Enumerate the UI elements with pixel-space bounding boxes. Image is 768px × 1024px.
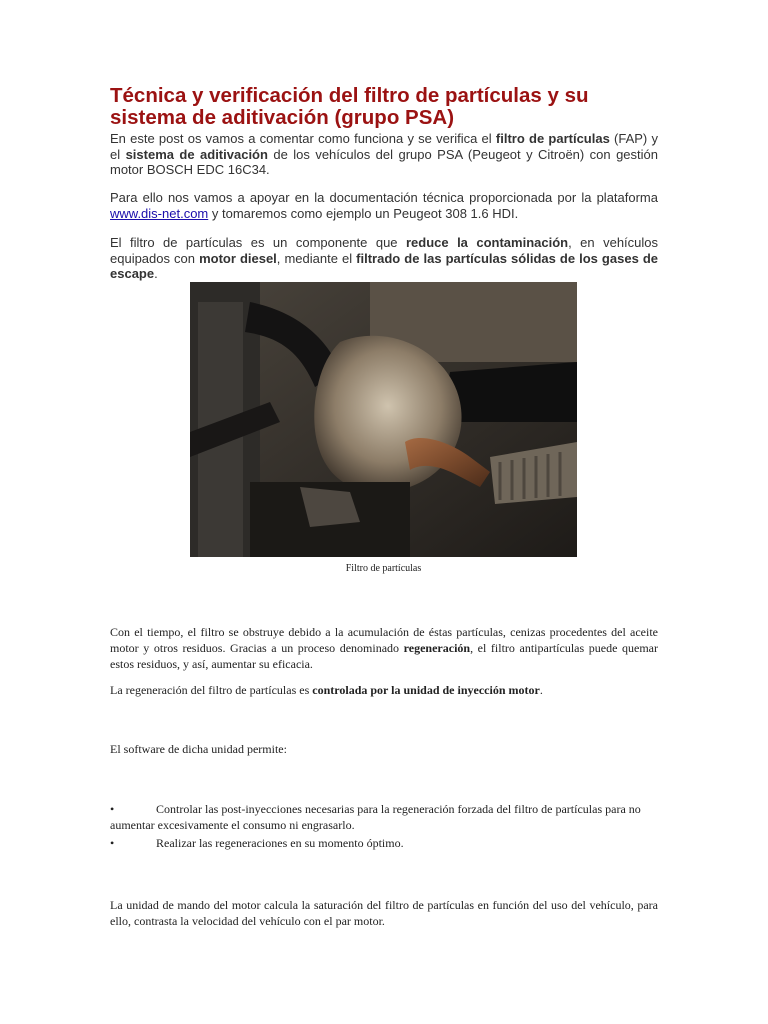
- dis-net-link[interactable]: www.dis-net.com: [110, 205, 209, 221]
- particle-filter-photo: [190, 282, 577, 557]
- list-item: [110, 801, 658, 833]
- intro-bold-1: filtro de partículas: [495, 131, 610, 146]
- clogging-paragraph: [110, 624, 658, 672]
- source-text-1: Para ello nos vamos a apoyar en la documentación técnica proporcionada por la plataforma: [110, 190, 658, 205]
- photo-caption: Filtro de partículas: [345, 563, 422, 574]
- definition-bold-2: motor diesel: [199, 250, 277, 266]
- definition-text-4: .: [154, 266, 158, 281]
- definition-paragraph: [110, 235, 658, 282]
- regeneration-text-1: La regeneración del filtro de partículas es: [110, 683, 313, 697]
- source-text-2: y tomaremos como ejemplo un Peugeot 308 1.6 HDI.: [208, 205, 519, 221]
- list-item-text: Controlar las post-inyecciones necesarias para la regeneración forzada del filtro de partículas para no aumentar excesivamente el consumo ni engrasarlo.: [110, 802, 641, 832]
- software-paragraph: El software de dicha unidad permite:: [110, 742, 287, 756]
- definition-bold-3: filtrado de las partículas sólidas de los gases de escape: [110, 250, 659, 281]
- bullet-marker: •: [110, 802, 115, 816]
- intro-text-3: de los vehículos del grupo PSA (Peugeot y Citroën) con gestión motor BOSCH EDC 16C34.: [110, 146, 658, 177]
- clogging-text-1: Con el tiempo, el filtro se obstruye debido a la acumulación de éstas partículas, cenizas procedentes del aceite motor y otros residuos. Gracias a un proceso denominado: [110, 625, 658, 655]
- definition-text-2: , en vehículos equipados con: [110, 235, 659, 266]
- saturation-paragraph: La unidad de mando del motor calcula la saturación del filtro de partículas en función del uso del vehículo, para ello, contrasta la velocidad del vehículo con el par motor.: [110, 898, 658, 928]
- source-paragraph: [110, 190, 658, 221]
- list-item-text: Realizar las regeneraciones en su momento óptimo.: [156, 836, 404, 850]
- definition-text-3: , mediante el: [276, 250, 357, 266]
- intro-paragraph: [110, 131, 658, 178]
- intro-text-2: (FAP) y el: [110, 131, 658, 162]
- intro-text-1: En este post os vamos a comentar como funciona y se verifica el: [110, 131, 496, 146]
- clogging-bold-1: regeneración: [403, 641, 471, 655]
- regeneration-paragraph: [110, 682, 658, 698]
- regeneration-text-2: .: [539, 683, 543, 697]
- intro-bold-2: sistema de aditivación: [125, 146, 268, 162]
- regeneration-bold-1: controlada por la unidad de inyección motor: [312, 683, 540, 697]
- definition-text-1: El filtro de partículas es un componente que: [110, 235, 406, 250]
- clogging-text-2: , el filtro antipartículas puede quemar estos residuos, y así, aumentar su eficacia.: [110, 641, 658, 671]
- list-item: [110, 835, 658, 851]
- bullet-marker: •: [110, 836, 115, 850]
- definition-bold-1: reduce la contaminación: [405, 235, 569, 250]
- page-title: Técnica y verificación del filtro de partículas y su sistema de aditivación (grupo PSA): [110, 84, 589, 129]
